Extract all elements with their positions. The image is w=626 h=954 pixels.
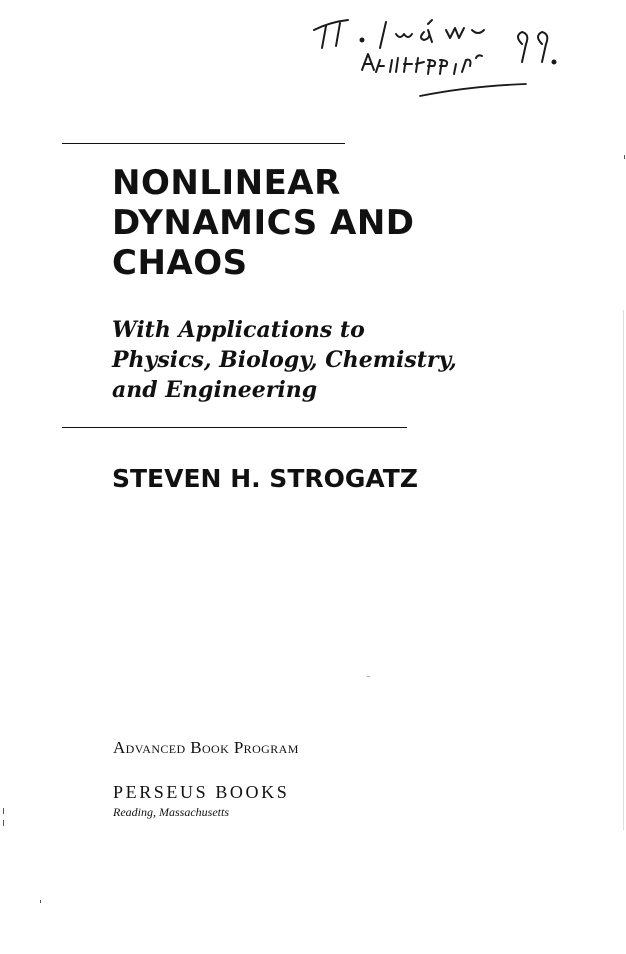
author-name: STEVEN H. STROGATZ <box>112 464 418 493</box>
scan-edge-mark <box>623 310 624 830</box>
top-rule <box>62 143 345 144</box>
scan-speck <box>3 808 4 814</box>
scan-speck <box>624 155 625 159</box>
book-subtitle <box>112 315 457 405</box>
publisher-name: PERSEUS BOOKS <box>113 782 290 802</box>
book-title <box>112 163 415 283</box>
publisher-location: Reading, Massachusetts <box>113 805 229 819</box>
subtitle-line-1: With Applications to <box>112 317 365 343</box>
subtitle-line-2: Physics, Biology, Chemistry, <box>112 347 457 373</box>
handwritten-signature <box>300 10 590 105</box>
title-line-1: NONLINEAR <box>112 163 341 203</box>
middle-rule <box>62 427 407 428</box>
scan-speck <box>3 820 4 826</box>
publisher-program: Advanced Book Program <box>113 738 299 757</box>
scan-speck <box>367 676 370 677</box>
title-line-3: CHAOS <box>112 243 248 283</box>
scan-speck <box>40 900 41 903</box>
title-line-2: DYNAMICS AND <box>112 203 415 243</box>
subtitle-line-3: and Engineering <box>112 377 318 403</box>
